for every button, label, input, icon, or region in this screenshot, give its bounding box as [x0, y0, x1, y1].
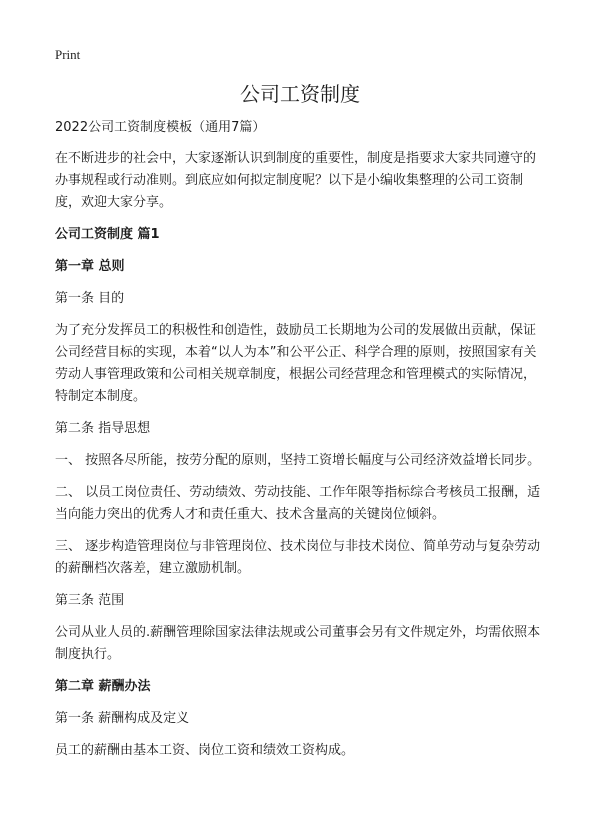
article-heading: 第一条 薪酬构成及定义 [55, 711, 190, 726]
chapter-heading-1: 第一章 总则 [55, 259, 125, 274]
document-subtitle: 2022公司工资制度模板（通用7篇） [55, 120, 266, 135]
list-paragraph: 二、 以员工岗位责任、劳动绩效、劳动技能、工作年限等指标综合考核员工报酬，适当向能力突出的优秀人才和责任重大、技术含量高的关键岗位倾斜。 [55, 485, 541, 522]
intro-paragraph: 在不断进步的社会中，大家逐渐认识到制度的重要性，制度是指要求大家共同遵守的办事规程或行动准则。到底应如何拟定制度呢？以下是小编收集整理的公司工资制度，欢迎大家分享。 [55, 151, 537, 210]
article-paragraph: 公司从业人员的.薪酬管理除国家法律法规或公司董事会另有文件规定外，均需依照本制度执行。 [55, 625, 541, 662]
article-heading: 第二条 指导思想 [55, 421, 151, 436]
document-title: 公司工资制度 [240, 82, 360, 106]
article-paragraph: 员工的薪酬由基本工资、岗位工资和绩效工资构成。 [55, 743, 355, 758]
print-link[interactable]: Print [55, 47, 81, 62]
article-heading: 第一条 目的 [55, 291, 125, 306]
chapter-heading-2: 第二章 薪酬办法 [55, 679, 151, 694]
document-body [55, 117, 547, 772]
article-paragraph: 为了充分发挥员工的积极性和创造性，鼓励员工长期地为公司的发展做出贡献，保证公司经营目标的实现，本着“以人为本”和公平公正、科学合理的原则，按照国家有关劳动人事管理政策和公司相关规章制度，根据公司经营理念和管理模式的实际情况，特制定本制度。 [55, 323, 537, 404]
list-paragraph: 三、 逐步构造管理岗位与非管理岗位、技术岗位与非技术岗位、简单劳动与复杂劳动的薪酬档次落差，建立激励机制。 [55, 539, 541, 576]
list-paragraph: 一、 按照各尽所能，按劳分配的原则，坚持工资增长幅度与公司经济效益增长同步。 [55, 453, 541, 468]
article-heading: 第三条 范围 [55, 593, 125, 608]
section-heading: 公司工资制度 篇1 [55, 227, 160, 242]
